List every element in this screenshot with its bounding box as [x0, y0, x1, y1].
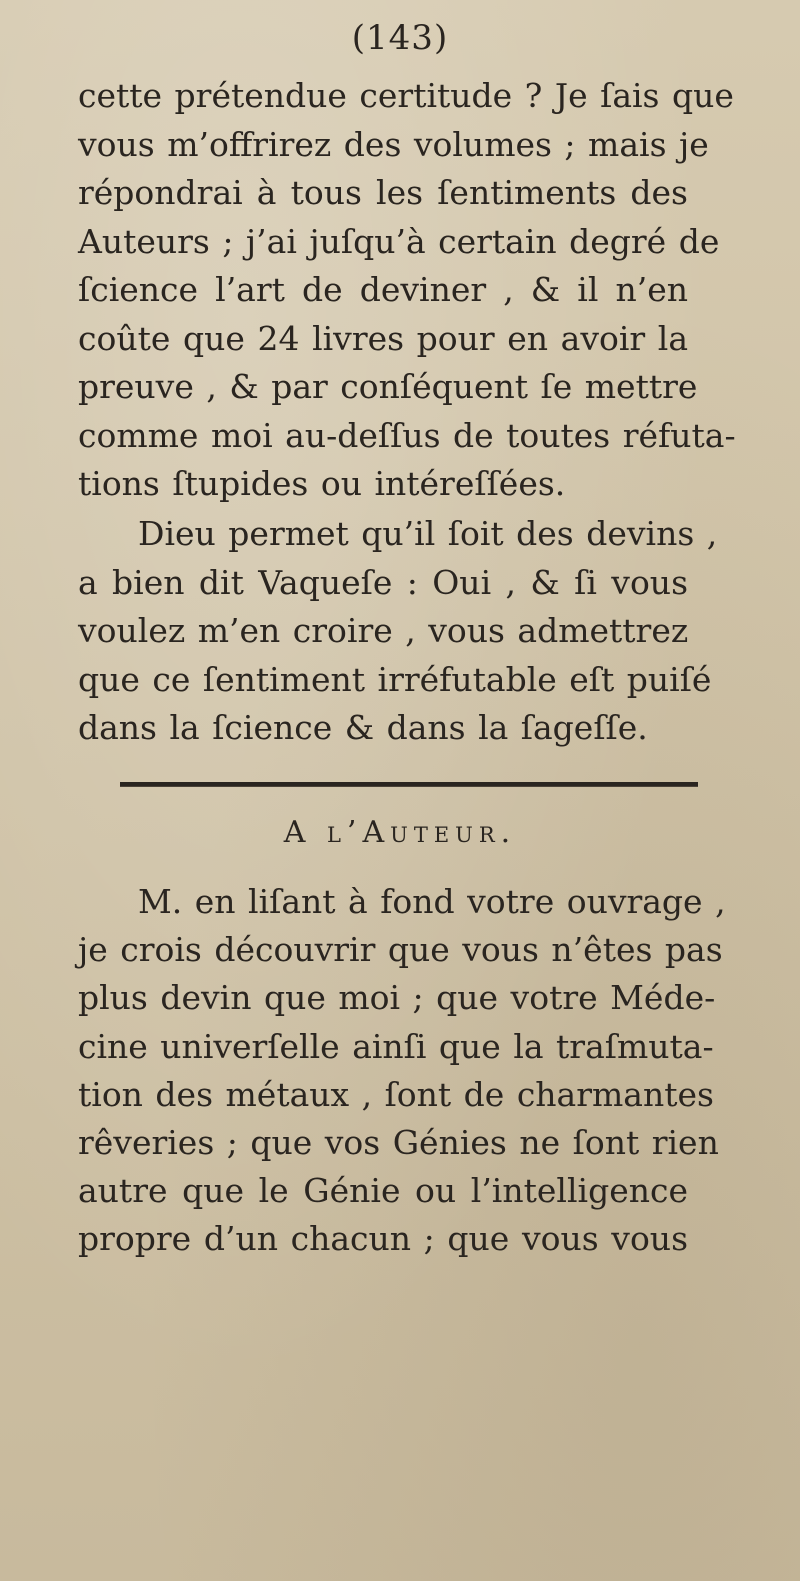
text-line: a bien dit Vaqueſe : Oui , & ſi vous: [78, 562, 688, 602]
paragraph-three: [78, 878, 726, 1264]
text-line: que ce ſentiment irréfutable eſt puiſé: [78, 659, 712, 699]
text-line: tions ſtupides ou intéreſſées.: [78, 464, 566, 503]
text-line: autre que le Génie ou l’intelligence: [78, 1171, 688, 1211]
text-line: voulez m’en croire , vous admettrez: [78, 611, 689, 650]
page-number: (143): [351, 18, 449, 58]
paragraph-one: [78, 72, 736, 509]
section-divider: [120, 782, 698, 787]
text-line: je crois découvrir que vous n’êtes pas: [78, 930, 723, 970]
text-line: cine univerſelle ainſi que la traſmuta-: [78, 1026, 714, 1066]
text-line: Dieu permet qu’il ſoit des devins ,: [138, 514, 718, 553]
text-line: cette prétendue certitude ? Je ſais que: [78, 76, 734, 115]
paragraph-two: [78, 510, 718, 753]
text-line: preuve , & par conſéquent ſe mettre: [78, 367, 698, 406]
text-line: ſcience l’art de deviner , & il n’en: [78, 270, 688, 309]
section-heading: A l’Auteur.: [283, 815, 517, 850]
text-line: tion des métaux , ſont de charmantes: [78, 1074, 714, 1114]
text-line: rêveries ; que vos Génies ne ſont rien: [78, 1122, 719, 1162]
text-line: vous m’offrirez des volumes ; mais je: [78, 124, 709, 164]
text-line: répondrai à tous les ſentiments des: [78, 173, 688, 212]
text-line: plus devin que moi ; que votre Méde-: [78, 978, 716, 1018]
text-line: comme moi au-deſſus de toutes réfuta-: [78, 415, 736, 455]
text-line: Auteurs ; j’ai juſqu’à certain degré de: [78, 221, 720, 261]
text-line: coûte que 24 livres pour en avoir la: [78, 318, 688, 358]
text-line: propre d’un chacun ; que vous vous: [78, 1219, 688, 1259]
text-line: M. en liſant à fond votre ouvrage ,: [138, 882, 726, 921]
text-line: dans la ſcience & dans la ſageſſe.: [78, 708, 648, 747]
